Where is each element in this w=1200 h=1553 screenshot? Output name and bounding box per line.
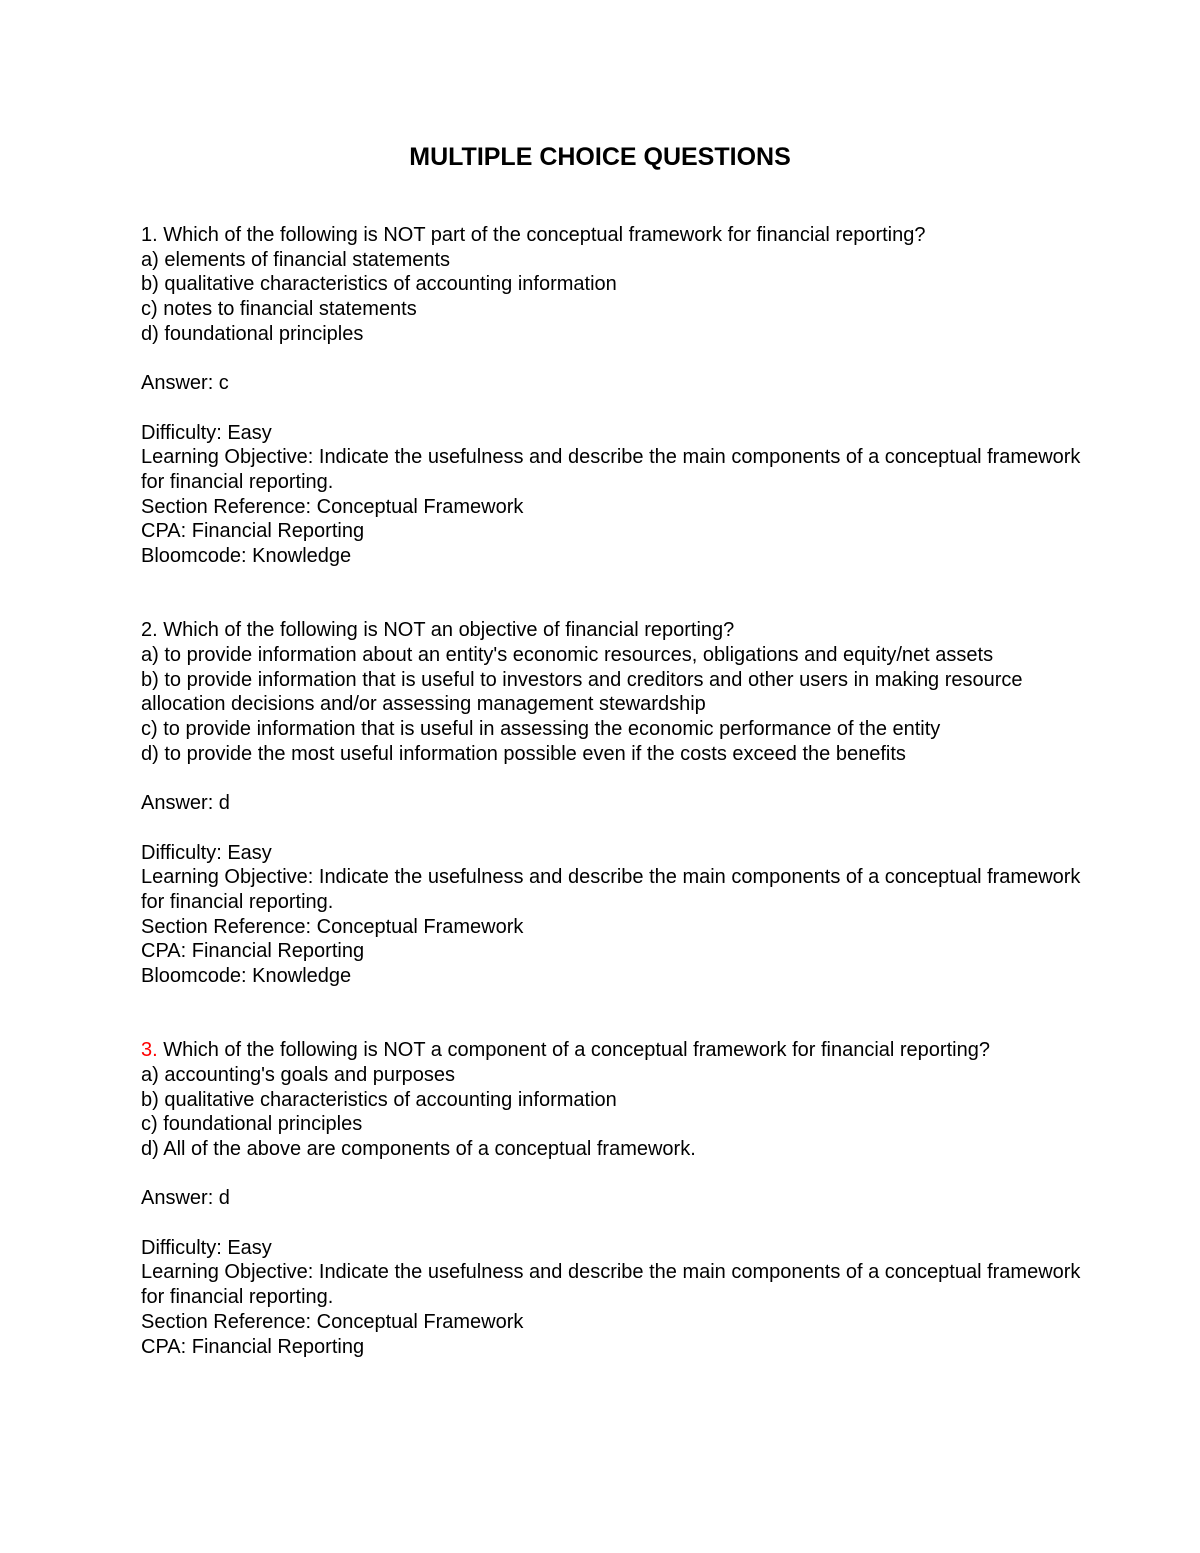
- answer-option-c: c) foundational principles: [141, 1113, 363, 1136]
- page-title: MULTIPLE CHOICE QUESTIONS: [409, 143, 791, 171]
- difficulty-line: Difficulty: Easy: [141, 421, 272, 444]
- learning-objective-line: Learning Objective: Indicate the usefulness and describe the main components of a conceptual framework for financial reporting.: [141, 866, 1081, 913]
- spacer: [141, 347, 1081, 372]
- question-number-highlighted: 3.: [141, 1039, 158, 1062]
- spacer: [141, 766, 1081, 791]
- question-list: [141, 223, 1081, 1359]
- answer-option-c: c) notes to financial statements: [141, 298, 417, 321]
- answer-option-a: a) elements of financial statements: [141, 248, 451, 271]
- cpa-line: CPA: Financial Reporting: [141, 1335, 365, 1358]
- answer-line: Answer: c: [141, 372, 229, 395]
- learning-objective-line: Learning Objective: Indicate the usefulness and describe the main components of a conceptual framework for financial reporting.: [141, 1261, 1081, 1309]
- answer-option-d: d) All of the above are components of a conceptual framework.: [141, 1137, 696, 1160]
- question-text: Which of the following is NOT a component of a conceptual framework for financial reporting?: [163, 1039, 990, 1062]
- section-reference-line: Section Reference: Conceptual Framework: [141, 915, 524, 938]
- bloomcode-line: Bloomcode: Knowledge: [141, 545, 352, 568]
- spacer: [141, 989, 1081, 1038]
- answer-option-c: c) to provide information that is useful in assessing the economic performance of the entity: [141, 718, 941, 741]
- answer-line: Answer: d: [141, 1187, 230, 1210]
- difficulty-line: Difficulty: Easy: [141, 841, 272, 864]
- bloomcode-line: Bloomcode: Knowledge: [141, 965, 352, 988]
- answer-option-a: a) to provide information about an entity's economic resources, obligations and equity/net assets: [141, 643, 994, 666]
- answer-option-d: d) to provide the most useful information possible even if the costs exceed the benefits: [141, 742, 906, 765]
- question-stem: [141, 1038, 1081, 1063]
- question-number: 2.: [141, 619, 158, 642]
- spacer: [141, 1211, 1081, 1236]
- spacer: [141, 396, 1081, 421]
- section-reference-line: Section Reference: Conceptual Framework: [141, 495, 524, 518]
- answer-option-b: b) qualitative characteristics of accounting information: [141, 273, 617, 296]
- answer-option-b: b) to provide information that is useful to investors and creditors and other users in making resource allocation decisions and/or assessing management stewardship: [141, 668, 1023, 716]
- cpa-line: CPA: Financial Reporting: [141, 940, 365, 963]
- spacer: [141, 1162, 1081, 1187]
- spacer: [141, 816, 1081, 841]
- cpa-line: CPA: Financial Reporting: [141, 520, 365, 543]
- answer-option-d: d) foundational principles: [141, 322, 364, 345]
- spacer: [141, 569, 1081, 618]
- question-number: 1.: [141, 224, 158, 246]
- question-block-1: [141, 223, 1081, 569]
- question-stem: [141, 618, 1081, 643]
- answer-line: Answer: d: [141, 792, 230, 815]
- question-text: Which of the following is NOT an objective of financial reporting?: [163, 619, 735, 642]
- question-stem: [141, 223, 1081, 248]
- difficulty-line: Difficulty: Easy: [141, 1236, 272, 1259]
- section-reference-line: Section Reference: Conceptual Framework: [141, 1310, 524, 1333]
- question-block-2: [141, 618, 1081, 989]
- question-block-3: [141, 1038, 1081, 1359]
- question-text: Which of the following is NOT part of the conceptual framework for financial reporting?: [163, 224, 926, 246]
- answer-option-a: a) accounting's goals and purposes: [141, 1063, 456, 1086]
- answer-option-b: b) qualitative characteristics of accounting information: [141, 1088, 617, 1111]
- learning-objective-line: Learning Objective: Indicate the usefulness and describe the main components of a conceptual framework for financial reporting.: [141, 446, 1081, 493]
